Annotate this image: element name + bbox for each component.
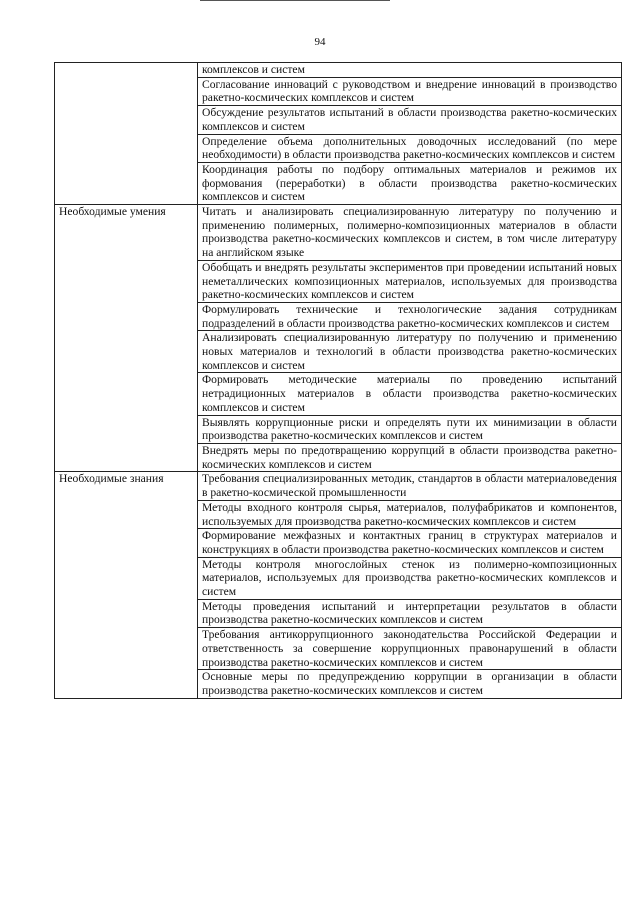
table-row	[55, 472, 622, 500]
requirement-item: Согласование инноваций с руководством и внедрение инноваций в производство ракетно-космических комплексов и систем	[198, 77, 622, 105]
requirement-item: Формирование межфазных и контактных границ в структурах материалов и конструкциях в области производства ракетно-космических комплексов и систем	[198, 529, 622, 557]
page-number: 94	[314, 36, 326, 48]
section-label: Необходимые умения	[55, 205, 198, 472]
requirements-table	[54, 62, 622, 699]
requirement-item: Методы проведения испытаний и интерпретации результатов в области производства ракетно-космических комплексов и систем	[198, 599, 622, 627]
requirement-item: Формулировать технические и технологические задания сотрудникам подразделений в области производства ракетно-космических комплексов и систем	[198, 302, 622, 330]
requirement-item: Методы контроля многослойных стенок из полимерно-композиционных материалов, используемых для производства ракетно-космических комплексов и систем	[198, 557, 622, 599]
requirement-item: Координация работы по подбору оптимальных материалов и режимов их формования (переработки) в области производства ракетно-космических комплексов и систем	[198, 162, 622, 204]
requirement-item: Требования антикоррупционного законодательства Российской Федерации и ответственность за совершение коррупционных правонарушений в области производства ракетно-космических комплексов и систем	[198, 628, 622, 670]
section-label	[55, 63, 198, 205]
requirement-item: Методы входного контроля сырья, материалов, полуфабрикатов и компонентов, используемых для производства ракетно-космических комплексов и систем	[198, 500, 622, 528]
requirement-item: Внедрять меры по предотвращению коррупций в области производства ракетно-космических комплексов и систем	[198, 443, 622, 471]
requirement-item: Анализировать специализированную литературу по получению и применению новых материалов и технологий в области производства ракетно-космических комплексов и систем	[198, 331, 622, 373]
requirement-item: Обсуждение результатов испытаний в области производства ракетно-космических комплексов и систем	[198, 106, 622, 134]
requirement-item: Требования специализированных методик, стандартов в области материаловедения в ракетно-космической промышленности	[198, 472, 622, 500]
table-row	[55, 205, 622, 261]
requirement-item: Выявлять коррупционные риски и определять пути их минимизации в области производства ракетно-космических комплексов и систем	[198, 415, 622, 443]
requirement-item: Основные меры по предупреждению коррупции в организации в области производства ракетно-космических комплексов и систем	[198, 670, 622, 698]
requirement-item: Читать и анализировать специализированную литературу по получению и применению полимерных, полимерно-композиционных материалов в области производства ракетно-космических комплексов и систем, в том числе литературу на английском языке	[198, 205, 622, 261]
requirement-item: комплексов и систем	[198, 63, 622, 78]
requirement-item: Определение объема дополнительных доводочных исследований (по мере необходимости) в области производства ракетно-космических комплексов и систем	[198, 134, 622, 162]
section-label: Необходимые знания	[55, 472, 198, 698]
requirement-item: Обобщать и внедрять результаты экспериментов при проведении испытаний новых неметаллических композиционных материалов, используемых для производства ракетно-космических комплексов и систем	[198, 260, 622, 302]
requirement-item: Формировать методические материалы по проведению испытаний нетрадиционных материалов в области производства ракетно-космических комплексов и систем	[198, 373, 622, 415]
table-row	[55, 63, 622, 78]
top-rule	[200, 0, 390, 1]
